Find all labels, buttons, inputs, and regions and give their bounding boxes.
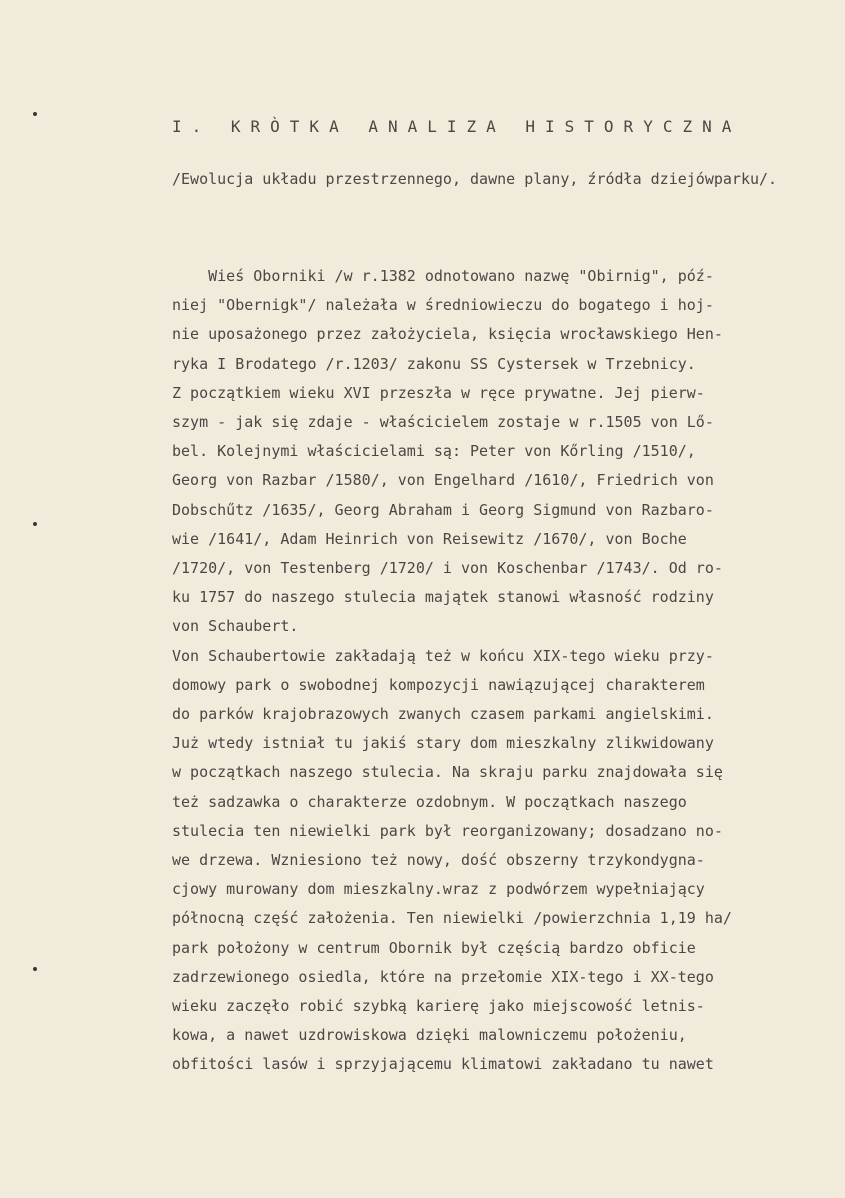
body-line: bel. Kolejnymi właścicielami są: Peter von Kőrling /1510/, (172, 442, 696, 461)
subtitle-line: parku/. (713, 170, 778, 188)
body-line: ryka I Brodatego /r.1203/ zakonu SS Cystersek w Trzebnicy. (172, 354, 696, 373)
body-line: Georg von Razbar /1580/, von Engelhard /1610/, Friedrich von (172, 471, 714, 490)
body-line: też sadzawka o charakterze ozdobnym. W początkach naszego (172, 792, 687, 811)
body-line: we drzewa. Wzniesiono też nowy, dość obszerny trzykondygna- (172, 851, 705, 870)
body-line: Z początkiem wieku XVI przeszła w ręce prywatne. Jej pierw- (172, 383, 705, 402)
body-line: w początkach naszego stulecia. Na skraju parku znajdowała się (172, 763, 723, 782)
body-line: zadrzewionego osiedla, które na przełomie XIX-tego i XX-tego (172, 967, 714, 986)
body-line: północną część założenia. Ten niewielki /powierzchnia 1,19 ha/ (172, 909, 732, 928)
section-subtitle (172, 165, 777, 193)
body-line: nie uposażonego przez założyciela, księcia wrocławskiego Hen- (172, 325, 723, 344)
subtitle-line: /Ewolucja układu przestrzennego, dawne plany, źródła dziejów (172, 170, 714, 188)
margin-mark (33, 112, 37, 116)
body-line: kowa, a nawet uzdrowiskowa dzięki malowniczemu położeniu, (172, 1026, 687, 1045)
body-line: wie /1641/, Adam Heinrich von Reisewitz /1670/, von Boche (172, 529, 687, 548)
body-line: Dobschűtz /1635/, Georg Abraham i Georg Sigmund von Razbaro- (172, 500, 714, 519)
body-line: Von Schaubertowie zakładają też w końcu XIX-tego wieku przy- (172, 646, 714, 665)
body-line: niej "Obernigk"/ należała w średniowieczu do bogatego i hoj- (172, 296, 714, 315)
section-heading: I. KRÒTKA ANALIZA HISTORYCZNA (172, 117, 742, 136)
body-line: obfitości lasów i sprzyjającemu klimatowi zakładano tu nawet (172, 1055, 714, 1074)
body-line: von Schaubert. (172, 617, 299, 636)
margin-mark (33, 967, 37, 971)
body-line: wieku zaczęło robić szybką karierę jako miejscowość letnis- (172, 997, 705, 1016)
body-line: Wieś Oborniki /w r.1382 odnotowano nazwę "Obirnig", póź- (172, 267, 714, 285)
body-line: szym - jak się zdaje - właścicielem zostaje w r.1505 von Lő- (172, 413, 714, 432)
margin-mark (33, 522, 37, 526)
body-line: ku 1757 do naszego stulecia majątek stanowi własność rodziny (172, 588, 714, 607)
body-line: /1720/, von Testenberg /1720/ i von Koschenbar /1743/. Od ro- (172, 559, 723, 578)
body-text (172, 262, 732, 1080)
body-line: stulecia ten niewielki park był reorganizowany; dosadzano no- (172, 821, 723, 840)
body-line: park położony w centrum Obornik był częścią bardzo obficie (172, 938, 696, 957)
body-line: Już wtedy istniał tu jakiś stary dom mieszkalny zlikwidowany (172, 734, 714, 753)
body-line: cjowy murowany dom mieszkalny.wraz z podwórzem wypełniający (172, 880, 705, 899)
body-line: domowy park o swobodnej kompozycji nawiązującej charakterem (172, 675, 705, 694)
body-line: do parków krajobrazowych zwanych czasem parkami angielskimi. (172, 705, 714, 724)
